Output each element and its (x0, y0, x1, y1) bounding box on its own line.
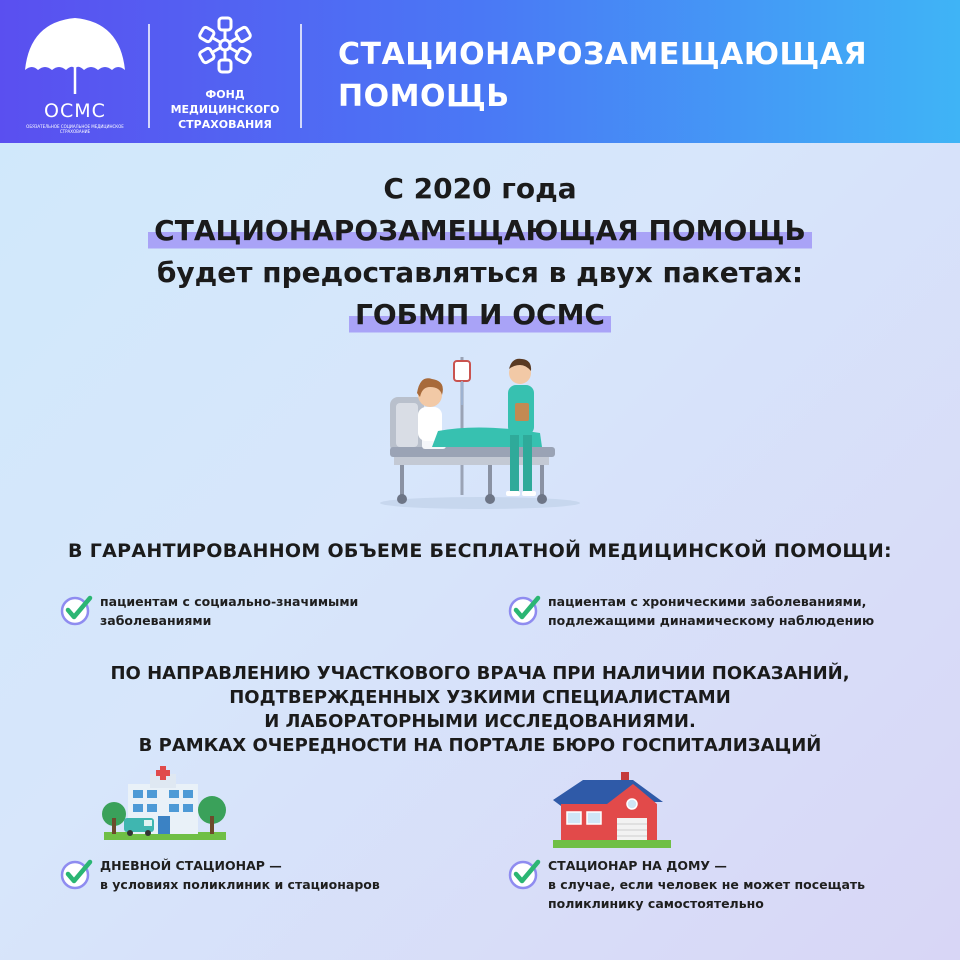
intro-highlight-packages: ГОБМП И ОСМС (349, 294, 611, 336)
referral-block (0, 662, 960, 758)
guaranteed-item-line: подлежащими динамическому наблюдению (548, 613, 875, 628)
house-icon (553, 770, 671, 850)
care-type-line: поликлинику самостоятельно (548, 896, 764, 911)
referral-line: В РАМКАХ ОЧЕРЕДНОСТИ НА ПОРТАЛЕ БЮРО ГОСПИТАЛИЗАЦИЙ (138, 735, 822, 756)
guaranteed-item (58, 592, 358, 630)
checkmark-icon (58, 856, 94, 892)
fund-line: ФОНД (205, 88, 245, 101)
fund-logo-text (160, 87, 290, 132)
intro-year: С 2020 года (383, 172, 577, 205)
fund-logo (160, 14, 290, 134)
hospital-icon (100, 762, 230, 842)
guaranteed-item-line: заболеваниями (100, 613, 212, 628)
header-banner (0, 0, 960, 143)
referral-line: И ЛАБОРАТОРНЫМИ ИССЛЕДОВАНИЯМИ. (264, 711, 696, 732)
care-type-home-hospital (506, 856, 865, 913)
care-type-title: СТАЦИОНАР НА ДОМУ — (548, 858, 727, 873)
umbrella-icon (20, 14, 130, 98)
guaranteed-item (506, 592, 874, 630)
fund-line: СТРАХОВАНИЯ (178, 118, 272, 131)
page-title-line: ПОМОЩЬ (338, 79, 510, 114)
intro-packages: будет предоставляться в двух пакетах: (156, 256, 804, 289)
snowflake-emblem-icon (160, 14, 290, 76)
guaranteed-heading: В ГАРАНТИРОВАННОМ ОБЪЕМЕ БЕСПЛАТНОЙ МЕДИЦИНСКОЙ ПОМОЩИ: (68, 540, 892, 562)
referral-line: ПО НАПРАВЛЕНИЮ УЧАСТКОВОГО ВРАЧА ПРИ НАЛИЧИИ ПОКАЗАНИЙ, (110, 663, 850, 684)
intro-highlight-care: СТАЦИОНАРОЗАМЕЩАЮЩАЯ ПОМОЩЬ (148, 210, 812, 252)
checkmark-icon (58, 592, 94, 628)
care-type-line: в случае, если человек не может посещать (548, 877, 866, 892)
page-title-line: СТАЦИОНАРОЗАМЕЩАЮЩАЯ (338, 37, 868, 72)
referral-line: ПОДТВЕРЖДЕННЫХ УЗКИМИ СПЕЦИАЛИСТАМИ (229, 687, 731, 708)
patient-doctor-illustration (370, 345, 590, 515)
fund-line: МЕДИЦИНСКОГО (170, 103, 280, 116)
checkmark-icon (506, 856, 542, 892)
care-type-title: ДНЕВНОЙ СТАЦИОНАР — (100, 858, 282, 873)
page-title (338, 34, 938, 118)
osms-logo-subtitle: ОБЯЗАТЕЛЬНОЕ СОЦИАЛЬНОЕ МЕДИЦИНСКОЕ СТРАХОВАНИЕ (26, 124, 124, 134)
care-type-day-hospital (58, 856, 380, 894)
osms-logo (20, 14, 130, 132)
header-divider (148, 24, 150, 128)
intro-block (0, 168, 960, 336)
guaranteed-item-line: пациентам с хроническими заболеваниями, (548, 594, 867, 609)
osms-logo-text: ОСМС (44, 100, 106, 122)
header-divider (300, 24, 302, 128)
care-type-line: в условиях поликлиник и стационаров (100, 877, 380, 892)
checkmark-icon (506, 592, 542, 628)
guaranteed-item-line: пациентам с социально-значимыми (100, 594, 359, 609)
